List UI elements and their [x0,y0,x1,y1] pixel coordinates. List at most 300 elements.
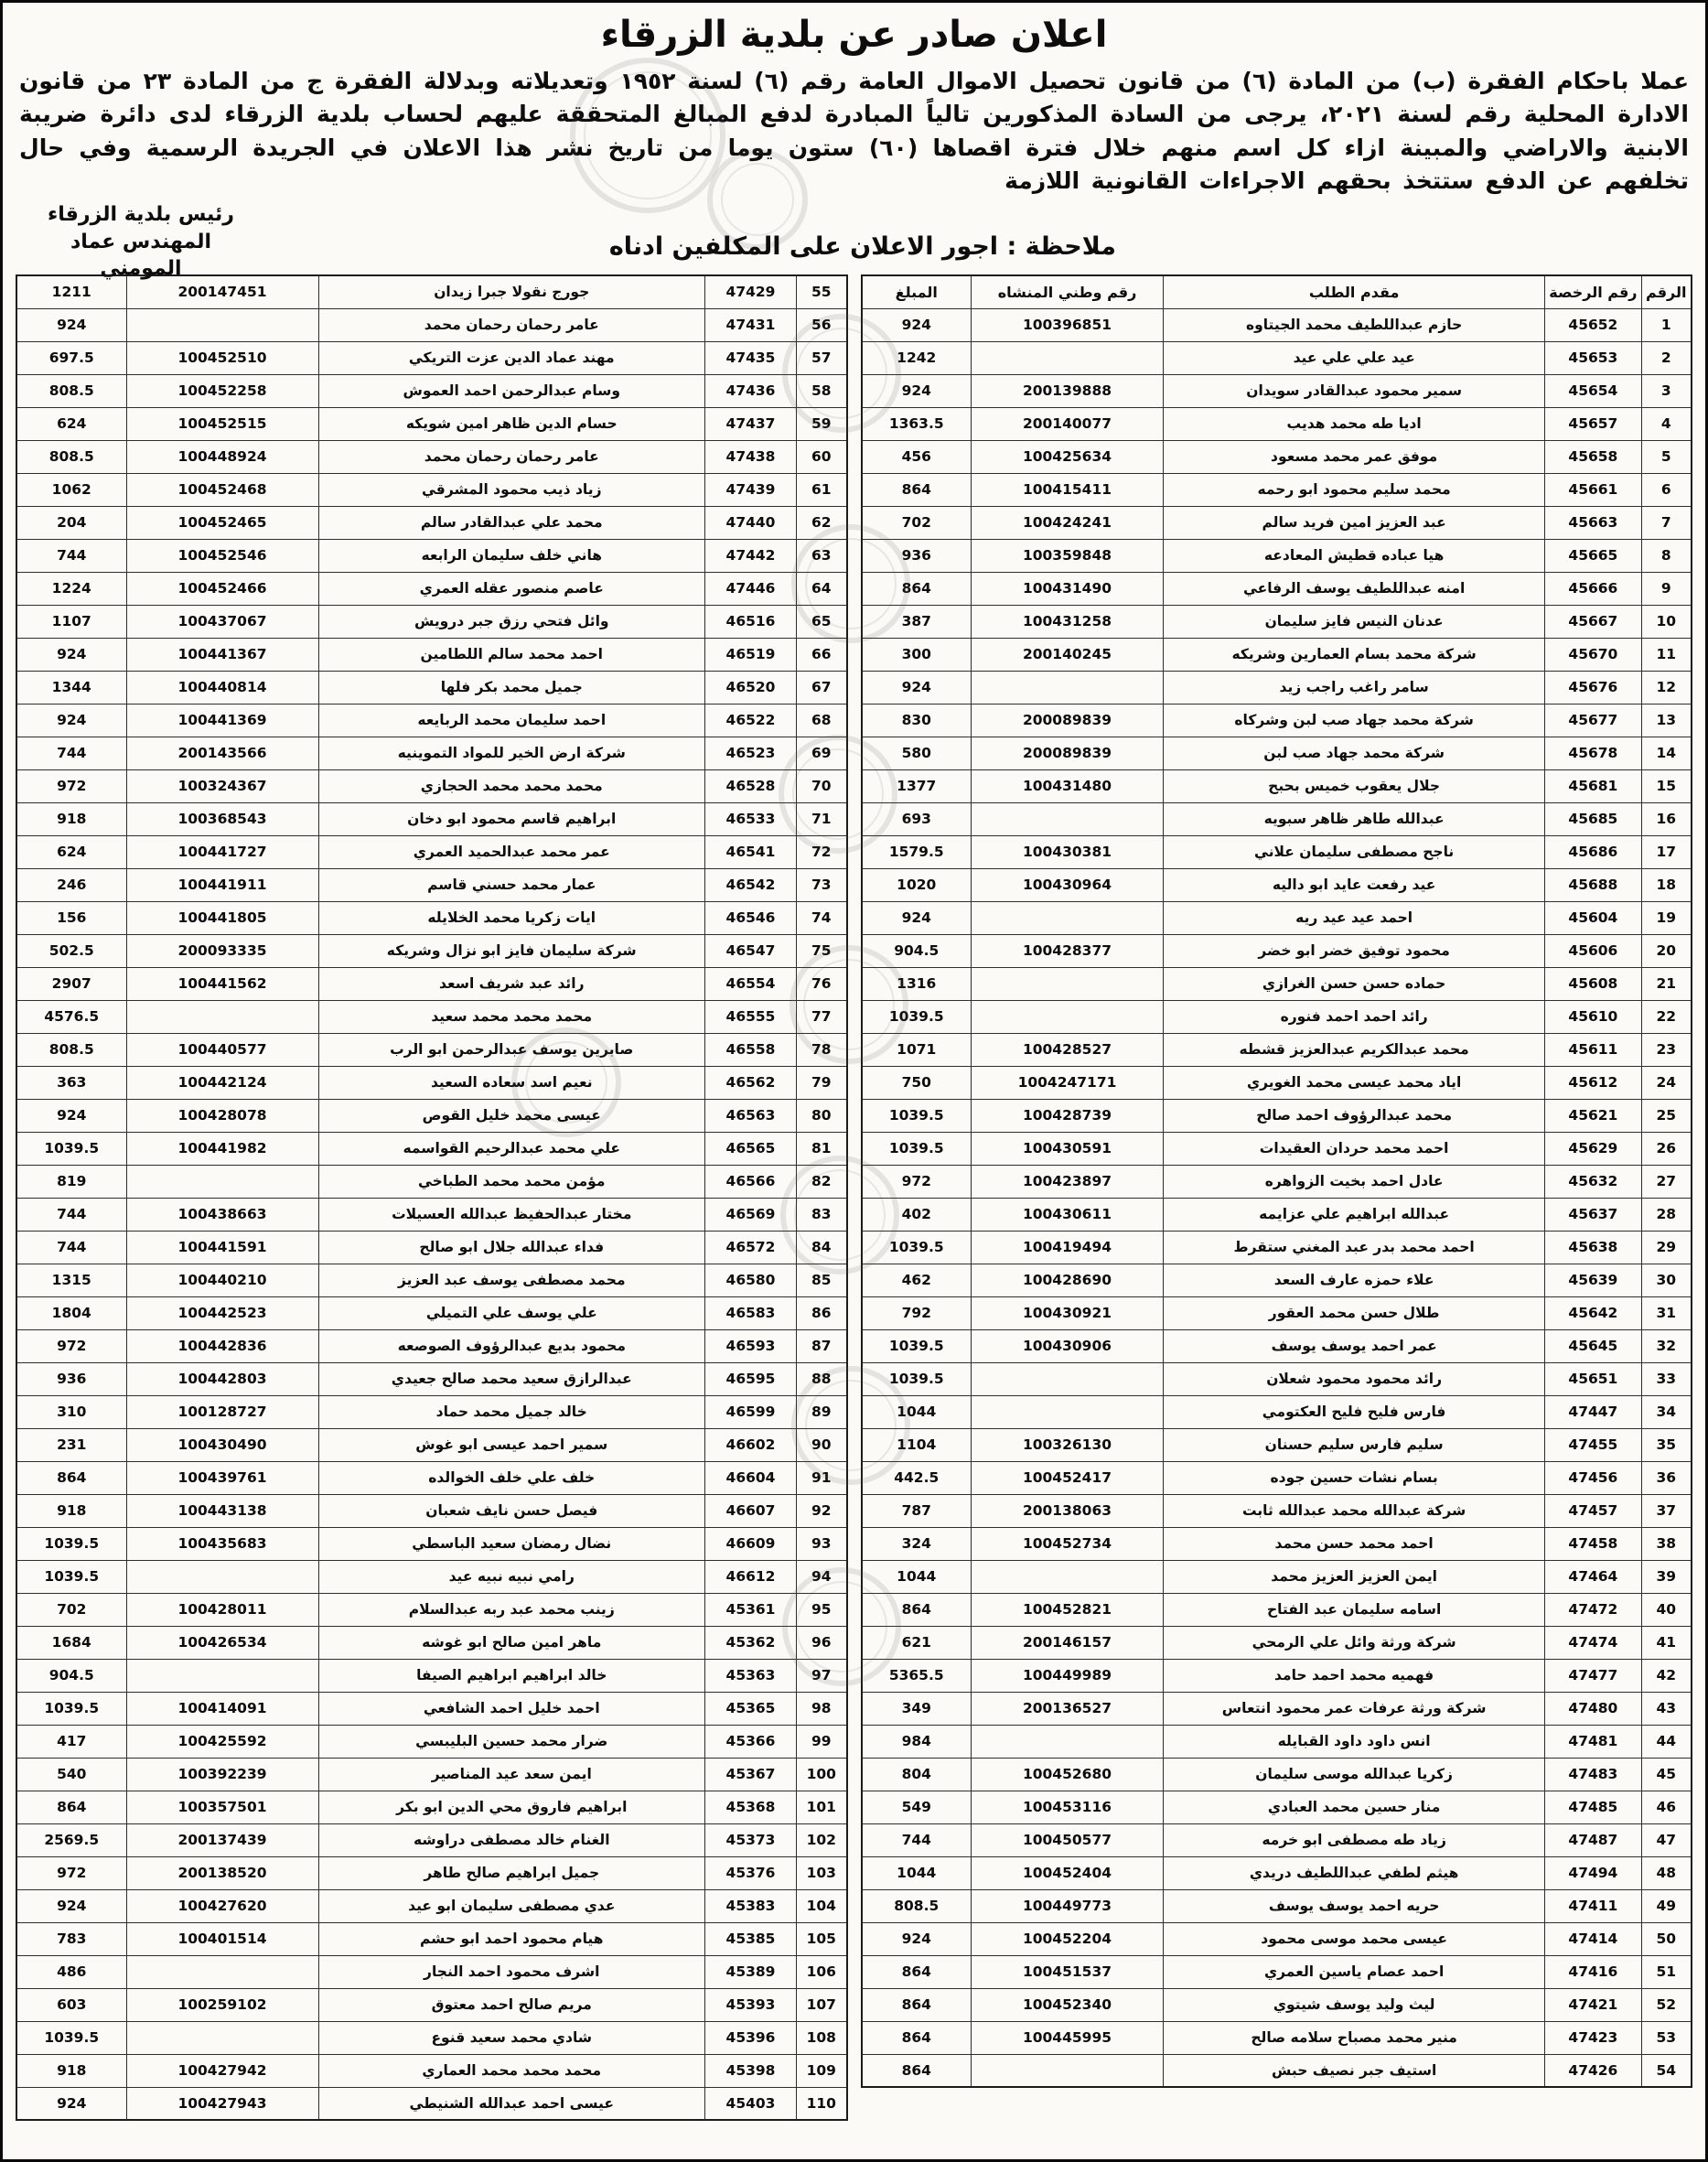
cell-amount: 402 [862,1198,972,1231]
cell-applicant-name: نضال رمضان سعيد الباسطي [318,1527,705,1560]
cell-row-number: 3 [1641,374,1692,407]
cell-amount: 864 [862,572,972,605]
cell-amount: 1039.5 [16,1132,126,1165]
cell-amount: 972 [16,1329,126,1362]
table-row [862,1231,1692,1264]
cell-amount: 808.5 [16,374,126,407]
cell-row-number: 23 [1641,1033,1692,1066]
tables-region [16,274,1692,2121]
cell-national-id [126,1659,318,1692]
table-row [862,1692,1692,1725]
table-row [862,638,1692,671]
cell-amount: 624 [16,407,126,440]
cell-row-number: 52 [1641,1988,1692,2021]
cell-applicant-name: مؤمن محمد محمد الطباخي [318,1165,705,1198]
table-row [16,1626,847,1659]
table-rows-55-110 [16,274,848,2121]
cell-national-id: 100424241 [972,506,1164,539]
table-row [862,1165,1692,1198]
cell-applicant-name: احمد عيد عيد ريه [1164,901,1545,934]
cell-row-number: 16 [1641,802,1692,835]
cell-license-number: 47456 [1545,1461,1641,1494]
table-row [16,1033,847,1066]
cell-applicant-name: اديا طه محمد هديب [1164,407,1545,440]
table-row [862,1066,1692,1099]
cell-amount: 924 [862,671,972,704]
cell-applicant-name: محمود بديع عبدالرؤوف الصوصعه [318,1329,705,1362]
table-row [862,934,1692,967]
cell-amount: 744 [16,737,126,769]
table-row [16,769,847,802]
cell-row-number: 44 [1641,1725,1692,1758]
cell-license-number: 45365 [705,1692,797,1725]
cell-row-number: 75 [797,934,847,967]
table-row [16,1494,847,1527]
cell-applicant-name: عدنان النيس فايز سليمان [1164,605,1545,638]
cell-amount: 936 [862,539,972,572]
table-row [16,572,847,605]
table-row [862,737,1692,769]
cell-row-number: 13 [1641,704,1692,737]
cell-amount: 1062 [16,473,126,506]
cell-national-id: 100430381 [972,835,1164,868]
cell-applicant-name: فداء عبدالله جلال ابو صالح [318,1231,705,1264]
cell-national-id: 100437067 [126,605,318,638]
cell-national-id: 100428739 [972,1099,1164,1132]
table-row [862,1000,1692,1033]
cell-applicant-name: جورج نقولا جبرا زيدان [318,275,705,308]
cell-applicant-name: فيصل حسن نايف شعبان [318,1494,705,1527]
cell-row-number: 65 [797,605,847,638]
cell-national-id: 100426534 [126,1626,318,1659]
cell-row-number: 4 [1641,407,1692,440]
cell-license-number: 47439 [705,473,797,506]
cell-license-number: 45677 [1545,704,1641,737]
cell-row-number: 32 [1641,1329,1692,1362]
table-row [16,868,847,901]
table-row [16,1955,847,1988]
cell-row-number: 20 [1641,934,1692,967]
cell-license-number: 45385 [705,1922,797,1955]
table-row [16,1362,847,1395]
cell-amount: 1579.5 [862,835,972,868]
cell-row-number: 27 [1641,1165,1692,1198]
cell-row-number: 41 [1641,1626,1692,1659]
cell-row-number: 40 [1641,1593,1692,1626]
cell-national-id: 100431258 [972,605,1164,638]
cell-applicant-name: احمد عصام ياسين العمري [1164,1955,1545,1988]
cell-license-number: 46542 [705,868,797,901]
cell-applicant-name: شركة ورثة وائل علي الرمحي [1164,1626,1545,1659]
cell-amount: 924 [862,374,972,407]
cell-amount: 349 [862,1692,972,1725]
table-row [862,901,1692,934]
table-row [16,1461,847,1494]
table-row [862,1494,1692,1527]
cell-row-number: 59 [797,407,847,440]
cell-row-number: 63 [797,539,847,572]
table-row [16,802,847,835]
cell-amount: 1104 [862,1428,972,1461]
cell-amount: 744 [862,1823,972,1856]
cell-applicant-name: محمد محمد محمد العماري [318,2054,705,2087]
cell-amount: 387 [862,605,972,638]
cell-license-number: 47487 [1545,1823,1641,1856]
cell-amount: 1044 [862,1395,972,1428]
cell-license-number: 46522 [705,704,797,737]
cell-national-id: 200140077 [972,407,1164,440]
cell-amount: 924 [16,704,126,737]
table-row [16,1988,847,2021]
cell-national-id: 100445995 [972,2021,1164,2054]
cell-row-number: 86 [797,1296,847,1329]
cell-license-number: 45678 [1545,737,1641,769]
cell-national-id: 200089839 [972,704,1164,737]
cell-national-id: 100452258 [126,374,318,407]
cell-license-number: 46520 [705,671,797,704]
cell-applicant-name: خالد ابراهيم ابراهيم الصيفا [318,1659,705,1692]
cell-amount: 1039.5 [16,1560,126,1593]
cell-license-number: 46562 [705,1066,797,1099]
cell-applicant-name: شركة عبدالله محمد عبدالله ثابت [1164,1494,1545,1527]
cell-license-number: 47431 [705,308,797,341]
cell-row-number: 84 [797,1231,847,1264]
cell-license-number: 45665 [1545,539,1641,572]
cell-national-id: 100324367 [126,769,318,802]
cell-row-number: 2 [1641,341,1692,374]
cell-row-number: 14 [1641,737,1692,769]
cell-national-id: 100449989 [972,1659,1164,1692]
cell-national-id: 100452404 [972,1856,1164,1889]
table-row [16,1165,847,1198]
cell-amount: 624 [16,835,126,868]
table-row [16,308,847,341]
cell-national-id [972,671,1164,704]
cell-amount: 804 [862,1758,972,1791]
cell-national-id: 100430964 [972,868,1164,901]
cell-amount: 904.5 [16,1659,126,1692]
cell-license-number: 46609 [705,1527,797,1560]
signature-name: المهندس عماد المومني [70,230,212,281]
cell-amount: 904.5 [862,934,972,967]
cell-national-id: 100452515 [126,407,318,440]
cell-applicant-name: منير محمد مصباح سلامه صالح [1164,2021,1545,2054]
cell-national-id: 1004247171 [972,1066,1164,1099]
cell-applicant-name: شركة محمد بسام العمارين وشريكه [1164,638,1545,671]
cell-national-id: 200147451 [126,275,318,308]
cell-license-number: 45366 [705,1725,797,1758]
table-row [16,737,847,769]
cell-row-number: 88 [797,1362,847,1395]
cell-applicant-name: رائد محمود محمود شعلان [1164,1362,1545,1395]
cell-amount: 864 [862,1988,972,2021]
table-row [862,1659,1692,1692]
cell-row-number: 79 [797,1066,847,1099]
cell-national-id: 200089839 [972,737,1164,769]
cell-row-number: 97 [797,1659,847,1692]
cell-row-number: 98 [797,1692,847,1725]
cell-license-number: 46565 [705,1132,797,1165]
cell-license-number: 47481 [1545,1725,1641,1758]
cell-applicant-name: جميل ابراهيم صالح طاهر [318,1856,705,1889]
cell-row-number: 7 [1641,506,1692,539]
cell-applicant-name: جلال يعقوب خميس بحبح [1164,769,1545,802]
table-row [862,1461,1692,1494]
cell-national-id: 100443138 [126,1494,318,1527]
cell-row-number: 12 [1641,671,1692,704]
cell-national-id: 100419494 [972,1231,1164,1264]
cell-applicant-name: سامر راغب راجب زيد [1164,671,1545,704]
cell-applicant-name: احمد خليل احمد الشافعي [318,1692,705,1725]
cell-amount: 1684 [16,1626,126,1659]
table-row [862,473,1692,506]
table-row [862,1198,1692,1231]
cell-applicant-name: شركة سليمان فايز ابو نزال وشريكه [318,934,705,967]
cell-applicant-name: حريه احمد يوسف يوسف [1164,1889,1545,1922]
table-rows-1-54 [861,274,1693,2088]
cell-row-number: 61 [797,473,847,506]
cell-applicant-name: رائد احمد احمد فنوره [1164,1000,1545,1033]
cell-row-number: 11 [1641,638,1692,671]
table-row [16,473,847,506]
cell-applicant-name: عبدالله طاهر ظاهر سبويه [1164,802,1545,835]
cell-license-number: 46546 [705,901,797,934]
cell-row-number: 58 [797,374,847,407]
cell-license-number: 45657 [1545,407,1641,440]
table-row [16,1889,847,1922]
cell-applicant-name: ليث وليد يوسف شيتوي [1164,1988,1545,2021]
cell-amount: 1039.5 [16,1527,126,1560]
cell-national-id [972,1560,1164,1593]
legal-paragraph: عملا باحكام الفقرة (ب) من المادة (٦) من قانون تحصيل الاموال العامة رقم (٦) لسنة ١٩٥٢ وتعديلاته وبدلالة الفقرة ج من المادة ٢٣ من قانون الادارة المحلية رقم لسنة ٢٠٢١، يرجى من السادة المذكورين تالياً المبادرة لدفع المبالغ المتحققة عليهم لحساب بلدية الزرقاء لدى دائرة ضريبة الابنية والاراضي والمبينة ازاء كل اسم منهم خلال فترة اقصاها (٦٠) ستون يوما من تاريخ نشر هذا الاعلان في الجريدة الرسمية وفي حال تخلفهم عن الدفع ستتخذ بحقهم الاجراءات القانونية اللازمة [19,68,1690,194]
table-row [862,1823,1692,1856]
table-row [862,1395,1692,1428]
cell-amount: 693 [862,802,972,835]
cell-national-id: 100357501 [126,1791,318,1823]
cell-applicant-name: عيسى محمد خليل القوص [318,1099,705,1132]
cell-row-number: 18 [1641,868,1692,901]
cell-license-number: 47440 [705,506,797,539]
cell-row-number: 21 [1641,967,1692,1000]
cell-license-number: 45368 [705,1791,797,1823]
cell-row-number: 47 [1641,1823,1692,1856]
cell-amount: 864 [862,1593,972,1626]
cell-national-id: 100441367 [126,638,318,671]
cell-license-number: 46593 [705,1329,797,1362]
table-row [862,440,1692,473]
table-row [862,1033,1692,1066]
cell-license-number: 45629 [1545,1132,1641,1165]
cell-applicant-name: ناجح مصطفى سليمان علاني [1164,835,1545,868]
cell-applicant-name: حماده حسن حسن الغرازي [1164,967,1545,1000]
cell-row-number: 83 [797,1198,847,1231]
cell-row-number: 96 [797,1626,847,1659]
cell-amount: 1315 [16,1264,126,1296]
cell-license-number: 46558 [705,1033,797,1066]
cell-row-number: 56 [797,308,847,341]
cell-license-number: 46599 [705,1395,797,1428]
cell-national-id: 100441911 [126,868,318,901]
cell-row-number: 92 [797,1494,847,1527]
table-row [16,605,847,638]
cell-amount: 246 [16,868,126,901]
cell-national-id: 100453116 [972,1791,1164,1823]
cell-row-number: 71 [797,802,847,835]
cell-license-number: 46547 [705,934,797,967]
cell-row-number: 66 [797,638,847,671]
cell-national-id: 100440210 [126,1264,318,1296]
table-row [862,2021,1692,2054]
cell-license-number: 45667 [1545,605,1641,638]
cell-national-id [972,901,1164,934]
table-row [16,506,847,539]
cell-amount: 1039.5 [16,1692,126,1725]
cell-amount: 1363.5 [862,407,972,440]
cell-applicant-name: عبد العزيز امين فريد سالم [1164,506,1545,539]
cell-applicant-name: ايمن العزيز العزيز محمد [1164,1560,1545,1593]
cell-license-number: 45621 [1545,1099,1641,1132]
cell-applicant-name: انس داود داود القبايله [1164,1725,1545,1758]
cell-applicant-name: محمد محمد محمد الحجازي [318,769,705,802]
table-row [862,1955,1692,1988]
cell-license-number: 47411 [1545,1889,1641,1922]
cell-amount: 231 [16,1428,126,1461]
cell-license-number: 45632 [1545,1165,1641,1198]
cell-applicant-name: شادي محمد سعيد قنوع [318,2021,705,2054]
cell-row-number: 42 [1641,1659,1692,1692]
table-row [862,967,1692,1000]
cell-row-number: 46 [1641,1791,1692,1823]
table-row [16,901,847,934]
cell-amount: 621 [862,1626,972,1659]
cell-license-number: 47429 [705,275,797,308]
cell-license-number: 47423 [1545,2021,1641,2054]
cell-amount: 4576.5 [16,1000,126,1033]
cell-row-number: 28 [1641,1198,1692,1231]
cell-national-id: 100428377 [972,934,1164,967]
table-row [862,1527,1692,1560]
table-row [16,1692,847,1725]
header-cell-row-number: الرقم [1641,275,1692,308]
cell-row-number: 72 [797,835,847,868]
cell-applicant-name: شركة ارض الخير للمواد التموينيه [318,737,705,769]
cell-applicant-name: طلال حسن محمد العقور [1164,1296,1545,1329]
cell-applicant-name: جميل محمد بكر فلها [318,671,705,704]
cell-amount: 924 [16,638,126,671]
cell-license-number: 45608 [1545,967,1641,1000]
cell-amount: 808.5 [16,1033,126,1066]
cell-national-id [126,1000,318,1033]
cell-applicant-name: وسام عبدالرحمن احمد العموش [318,374,705,407]
cell-amount: 456 [862,440,972,473]
cell-amount: 808.5 [16,440,126,473]
cell-row-number: 94 [797,1560,847,1593]
cell-national-id [972,341,1164,374]
cell-license-number: 45367 [705,1758,797,1791]
cell-row-number: 100 [797,1758,847,1791]
cell-license-number: 47414 [1545,1922,1641,1955]
cell-row-number: 78 [797,1033,847,1066]
cell-row-number: 64 [797,572,847,605]
cell-license-number: 47485 [1545,1791,1641,1823]
cell-applicant-name: عيد رفعت عايد ابو داليه [1164,868,1545,901]
cell-applicant-name: عادل احمد بخيت الزواهره [1164,1165,1545,1198]
cell-applicant-name: خلف علي خلف الخوالده [318,1461,705,1494]
cell-license-number: 47474 [1545,1626,1641,1659]
cell-applicant-name: مهند عماد الدين عزت التريكي [318,341,705,374]
table-row [862,407,1692,440]
cell-row-number: 50 [1641,1922,1692,1955]
cell-amount: 1344 [16,671,126,704]
cell-national-id: 100259102 [126,1988,318,2021]
table-header-row [862,275,1692,308]
header-cell-amount: المبلغ [862,275,972,308]
cell-applicant-name: محمد محمد محمد سعيد [318,1000,705,1033]
cell-license-number: 45638 [1545,1231,1641,1264]
cell-amount: 417 [16,1725,126,1758]
table-row [862,1329,1692,1362]
cell-national-id: 200146157 [972,1626,1164,1659]
cell-row-number: 68 [797,704,847,737]
cell-national-id: 100452340 [972,1988,1164,2021]
cell-license-number: 46595 [705,1362,797,1395]
cell-applicant-name: هيثم لطفي عبداللطيف دريدي [1164,1856,1545,1889]
cell-amount: 540 [16,1758,126,1791]
cell-amount: 1377 [862,769,972,802]
cell-row-number: 29 [1641,1231,1692,1264]
cell-national-id: 100428011 [126,1593,318,1626]
cell-amount: 1039.5 [862,1099,972,1132]
cell-national-id: 100452510 [126,341,318,374]
table-row [862,1889,1692,1922]
cell-license-number: 47494 [1545,1856,1641,1889]
table-row [16,1428,847,1461]
cell-row-number: 103 [797,1856,847,1889]
cell-national-id: 100442523 [126,1296,318,1329]
cell-national-id: 100428527 [972,1033,1164,1066]
table-row [16,1329,847,1362]
table-row [16,1725,847,1758]
cell-national-id: 100430921 [972,1296,1164,1329]
cell-row-number: 81 [797,1132,847,1165]
cell-license-number: 47455 [1545,1428,1641,1461]
cell-license-number: 45658 [1545,440,1641,473]
table-row [862,1296,1692,1329]
cell-license-number: 45604 [1545,901,1641,934]
cell-row-number: 15 [1641,769,1692,802]
table-row [862,802,1692,835]
cell-row-number: 74 [797,901,847,934]
cell-license-number: 45663 [1545,506,1641,539]
cell-license-number: 45610 [1545,1000,1641,1033]
cell-row-number: 10 [1641,605,1692,638]
cell-national-id: 100452468 [126,473,318,506]
cell-amount: 204 [16,506,126,539]
cell-national-id: 100423897 [972,1165,1164,1198]
cell-national-id: 100430490 [126,1428,318,1461]
signature-title: رئيس بلدية الزرقاء [48,203,234,226]
cell-license-number: 45373 [705,1823,797,1856]
table-row [862,704,1692,737]
cell-applicant-name: احمد محمد حسن محمد [1164,1527,1545,1560]
cell-applicant-name: الغنام خالد مصطفى دراوشه [318,1823,705,1856]
cell-applicant-name: هيام محمود احمد ابو حشم [318,1922,705,1955]
table-row [862,605,1692,638]
cell-applicant-name: علي يوسف علي التميلي [318,1296,705,1329]
cell-applicant-name: حسام الدين ظاهر امين شويكه [318,407,705,440]
cell-national-id: 200137439 [126,1823,318,1856]
table-row [16,539,847,572]
